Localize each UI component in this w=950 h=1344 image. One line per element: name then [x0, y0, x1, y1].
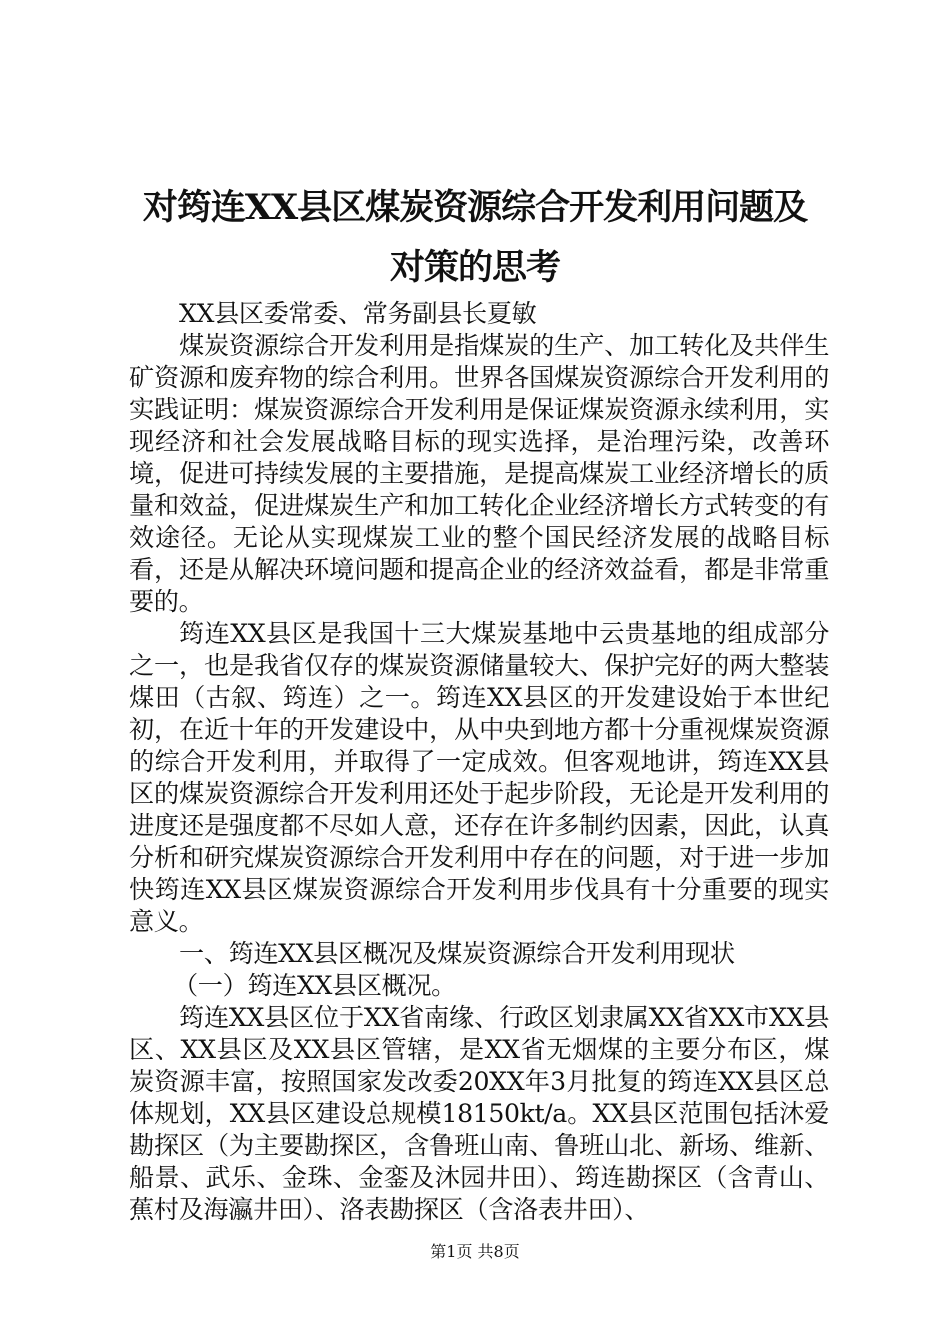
document-body	[129, 298, 829, 1226]
section-heading-1: 一、筠连XX县区概况及煤炭资源综合开发利用现状	[179, 939, 735, 968]
paragraph-overview: 筠连XX县区是我国十三大煤炭基地中云贵基地的组成部分之一，也是我省仅存的煤炭资源储量较大、保护完好的两大整装煤田（古叙、筠连）之一。筠连XX县区的开发建设始于本世纪初，在近十年的开发建设中，从中央到地方都十分重视煤炭资源的综合开发利用，并取得了一定成效。但客观地讲，筠连XX县区的煤炭资源综合开发利用还处于起步阶段，无论是开发利用的进度还是强度都不尽如人意，还存在许多制约因素，因此，认真分析和研究煤炭资源综合开发利用中存在的问题，对于进一步加快筠连XX县区煤炭资源综合开发利用步伐具有十分重要的现实意义。	[129, 619, 829, 936]
document-title-line-2: 对策的思考	[389, 247, 560, 288]
paragraph-intro: 煤炭资源综合开发利用是指煤炭的生产、加工转化及共伴生矿资源和废弃物的综合利用。世界各国煤炭资源综合开发利用的实践证明：煤炭资源综合开发利用是保证煤炭资源永续利用，实现经济和社会发展战略目标的现实选择，是治理污染，改善环境，促进可持续发展的主要措施，是提高煤炭工业经济增长的质量和效益，促进煤炭生产和加工转化企业经济增长方式转变的有效途径。无论从实现煤炭工业的整个国民经济发展的战略目标看，还是从解决环境问题和提高企业的经济效益看，都是非常重要的。	[129, 331, 829, 616]
author-line: XX县区委常委、常务副县长夏敏	[179, 299, 537, 328]
document-title-line-1: 对筠连XX县区煤炭资源综合开发利用问题及	[142, 187, 808, 228]
subsection-heading-1: （一）筠连XX县区概况。	[173, 971, 456, 1000]
page-number: 第1页 共8页	[430, 1242, 520, 1261]
paragraph-location: 筠连XX县区位于XX省南缘、行政区划隶属XX省XX市XX县区、XX县区及XX县区管辖，是XX省无烟煤的主要分布区，煤炭资源丰富，按照国家发改委20XX年3月批复的筠连XX县区总体规划，XX县区建设总规模18150kt/a。XX县区范围包括沐爱勘探区（为主要勘探区，含鲁班山南、鲁班山北、新场、维新、船景、武乐、金珠、金銮及沐园井田）、筠连勘探区（含青山、蕉村及海瀛井田）、洛表勘探区（含洛表井田）、	[129, 1003, 829, 1224]
